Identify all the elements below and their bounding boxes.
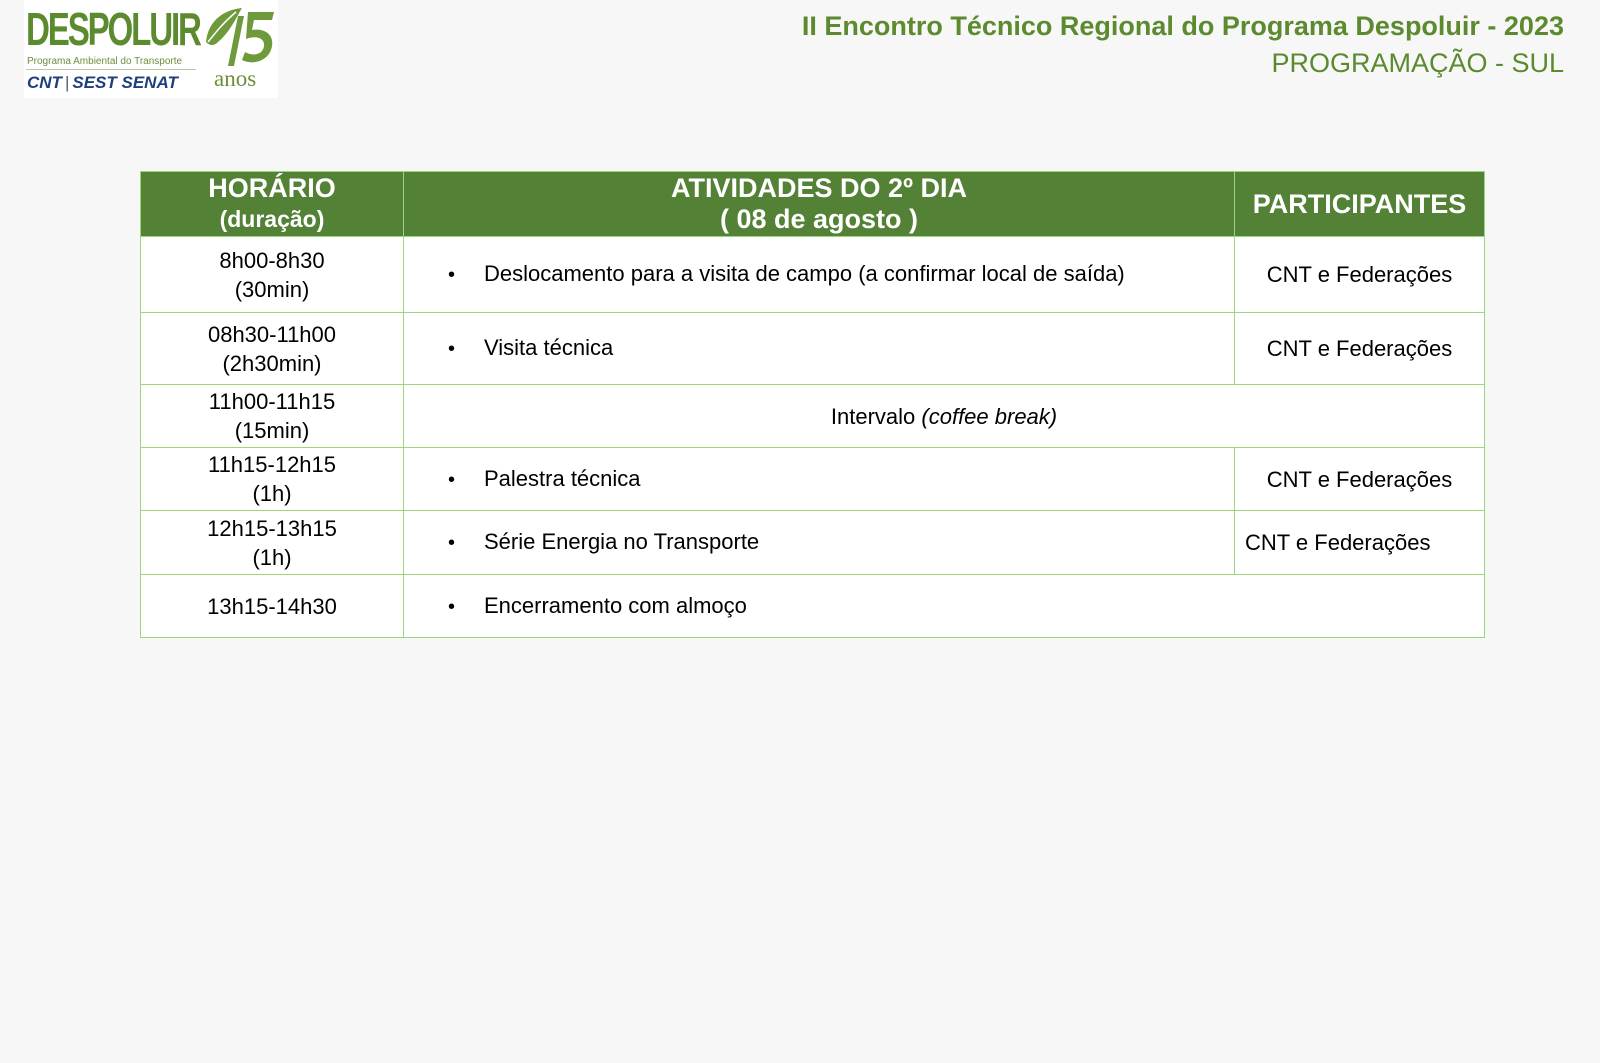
break-label: Intervalo: [830, 403, 916, 429]
time-range: 8h00-8h30: [219, 247, 325, 273]
time-range: 08h30-11h00: [207, 321, 337, 347]
time-range: 12h15-13h15: [207, 515, 337, 541]
table-row: [141, 237, 1485, 313]
activity-text: Série Energia no Transporte: [484, 529, 760, 554]
header-time-title: HORÁRIO: [208, 173, 336, 203]
time-range: 13h15-14h30: [207, 593, 337, 619]
break-cell: [404, 385, 1485, 448]
logo-wordmark: DESPOLUIR: [26, 3, 200, 55]
logo-org-sest-senat: SEST SENAT: [72, 73, 178, 92]
header-time-sub: (duração): [219, 206, 325, 232]
header-activities: [404, 172, 1235, 237]
activity-cell: [404, 511, 1235, 575]
leaf-15-emblem: [202, 2, 276, 68]
time-range: 11h00-11h15: [208, 389, 336, 414]
despoluir-logo: [24, 0, 278, 98]
table-row: [141, 385, 1485, 448]
table-row: [141, 511, 1485, 575]
header-activities-title: ATIVIDADES DO 2º DIA: [671, 173, 967, 203]
time-duration: (1h): [252, 481, 292, 506]
table-row: [141, 575, 1485, 638]
time-cell: [141, 448, 404, 511]
table-row: [141, 448, 1485, 511]
activity-text: Deslocamento para a visita de campo (a confirmar local de saída): [484, 261, 1125, 286]
schedule-table: [140, 171, 1485, 638]
logo-org-separator: |: [64, 73, 70, 92]
program-subtitle: PROGRAMAÇÃO - SUL: [1271, 48, 1564, 78]
logo-org-cnt: CNT: [27, 73, 62, 92]
table-header-row: [141, 172, 1485, 237]
time-cell: [141, 237, 404, 313]
bullet-icon: •: [448, 532, 456, 554]
header-activities-date: ( 08 de agosto ): [719, 204, 919, 234]
time-duration: (30min): [234, 276, 310, 302]
bullet-icon: •: [448, 595, 456, 618]
activity-cell: [404, 575, 1485, 638]
header-participants: PARTICIPANTES: [1235, 172, 1485, 237]
time-cell: [141, 575, 404, 638]
activity-cell: [404, 448, 1235, 511]
activity-cell: [404, 313, 1235, 385]
logo-anos-label: anos: [214, 66, 257, 91]
participants-cell: CNT e Federações: [1235, 511, 1485, 575]
time-cell: [141, 385, 404, 448]
activity-cell: [404, 237, 1235, 313]
bullet-icon: •: [448, 338, 456, 360]
break-note: (coffee break): [921, 403, 1058, 429]
participants-cell: CNT e Federações: [1235, 237, 1485, 313]
participants-cell: CNT e Federações: [1235, 313, 1485, 385]
time-range: 11h15-12h15: [207, 452, 337, 477]
event-title: II Encontro Técnico Regional do Programa Despoluir - 2023: [801, 11, 1564, 41]
activity-text: Encerramento com almoço: [484, 592, 747, 618]
time-duration: (15min): [234, 418, 310, 443]
header-time: [141, 172, 404, 237]
logo-organizations: [27, 73, 178, 93]
bullet-icon: •: [448, 468, 456, 491]
logo-divider: [26, 69, 196, 70]
bullet-icon: •: [448, 264, 456, 286]
participants-cell: CNT e Federações: [1235, 448, 1485, 511]
time-duration: (2h30min): [222, 350, 322, 376]
activity-text: Palestra técnica: [484, 465, 641, 491]
time-cell: [141, 511, 404, 575]
table-row: [141, 313, 1485, 385]
logo-subtitle: Programa Ambiental do Transporte: [27, 56, 183, 67]
time-duration: (1h): [252, 544, 292, 570]
activity-text: Visita técnica: [484, 335, 614, 360]
time-cell: [141, 313, 404, 385]
